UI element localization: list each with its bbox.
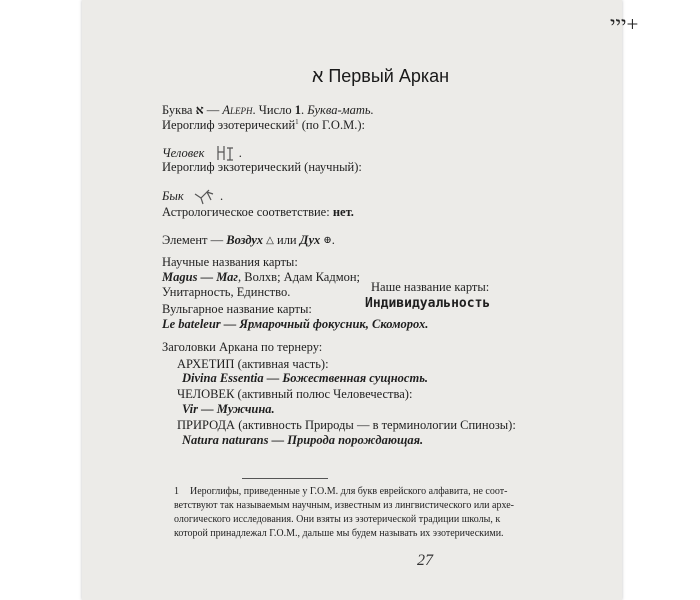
nature-label: ПРИРОДА (активность Природы — в терминологии Спинозы): <box>177 418 516 432</box>
footnote-line-1: Иероглифы, приведенные у Г.О.М. для букв еврейского алфавита, не соот- <box>190 486 508 497</box>
footnote-divider <box>242 478 328 479</box>
astrological-line: Астрологическое соответствие: нет. <box>162 205 354 219</box>
footnote-line-4: которой принадлежал Г.О.М., дальше мы будем называть их эзотерическими. <box>174 528 504 539</box>
esoteric-hieroglyph-label: Иероглиф эзотерический$^1$ (по Г.О.М.): <box>162 118 365 133</box>
page-number: 27 <box>417 552 433 569</box>
element-line: Элемент — Воздух △ или Дух ⊕. <box>162 233 335 247</box>
human-value: Vir — Мужчина. <box>182 402 275 416</box>
letter-line: Буква א — Aleph. Число 1. Буква-мать. <box>162 103 374 117</box>
corner-hebrew-mark: ייי+ <box>610 12 639 36</box>
archetype-label: АРХЕТИП (активная часть): <box>177 357 329 371</box>
air-symbol-icon: △ <box>266 235 274 247</box>
book-page <box>82 0 639 600</box>
scientific-names-line-2: Унитарность, Единство. <box>162 285 291 299</box>
nature-value: Natura naturans — Природа порождающая. <box>182 433 424 447</box>
esoteric-hieroglyph-row: Человек . <box>162 144 242 164</box>
our-name-label: Наше название карты: <box>371 280 490 294</box>
scientific-names-line-1: Magus — Маг, Волхв; Адам Кадмон; <box>162 270 361 284</box>
exoteric-hieroglyph-label: Иероглиф экзотерический (научный): <box>162 160 362 174</box>
human-label: ЧЕЛОВЕК (активный полюс Человечества): <box>177 387 413 401</box>
our-name-value: Индивидуальность <box>365 296 491 311</box>
page-title: א Первый Аркан <box>312 66 450 86</box>
footnote-line-2: ветствуют так называемым научным, известным из лингвистического или архе- <box>174 500 514 511</box>
exoteric-hieroglyph-row: Бык . <box>162 188 223 206</box>
ternary-label: Заголовки Аркана по тернеру: <box>162 340 323 354</box>
footnote-marker: 1 <box>174 486 179 497</box>
spirit-symbol-icon: ⊕ <box>323 235 332 247</box>
archetype-value: Divina Essentia — Божественная сущность. <box>182 371 429 385</box>
scientific-names-label: Научные названия карты: <box>162 255 298 269</box>
vulgar-name-value: Le bateleur — Ярмарочный фокусник, Скоморох. <box>162 317 429 331</box>
ox-hieroglyph-icon <box>193 188 217 206</box>
vulgar-name-label: Вульгарное название карты: <box>162 302 312 316</box>
footnote-line-3: ологического исследования. Они взяты из эзотерической традиции школы, к <box>174 514 501 525</box>
